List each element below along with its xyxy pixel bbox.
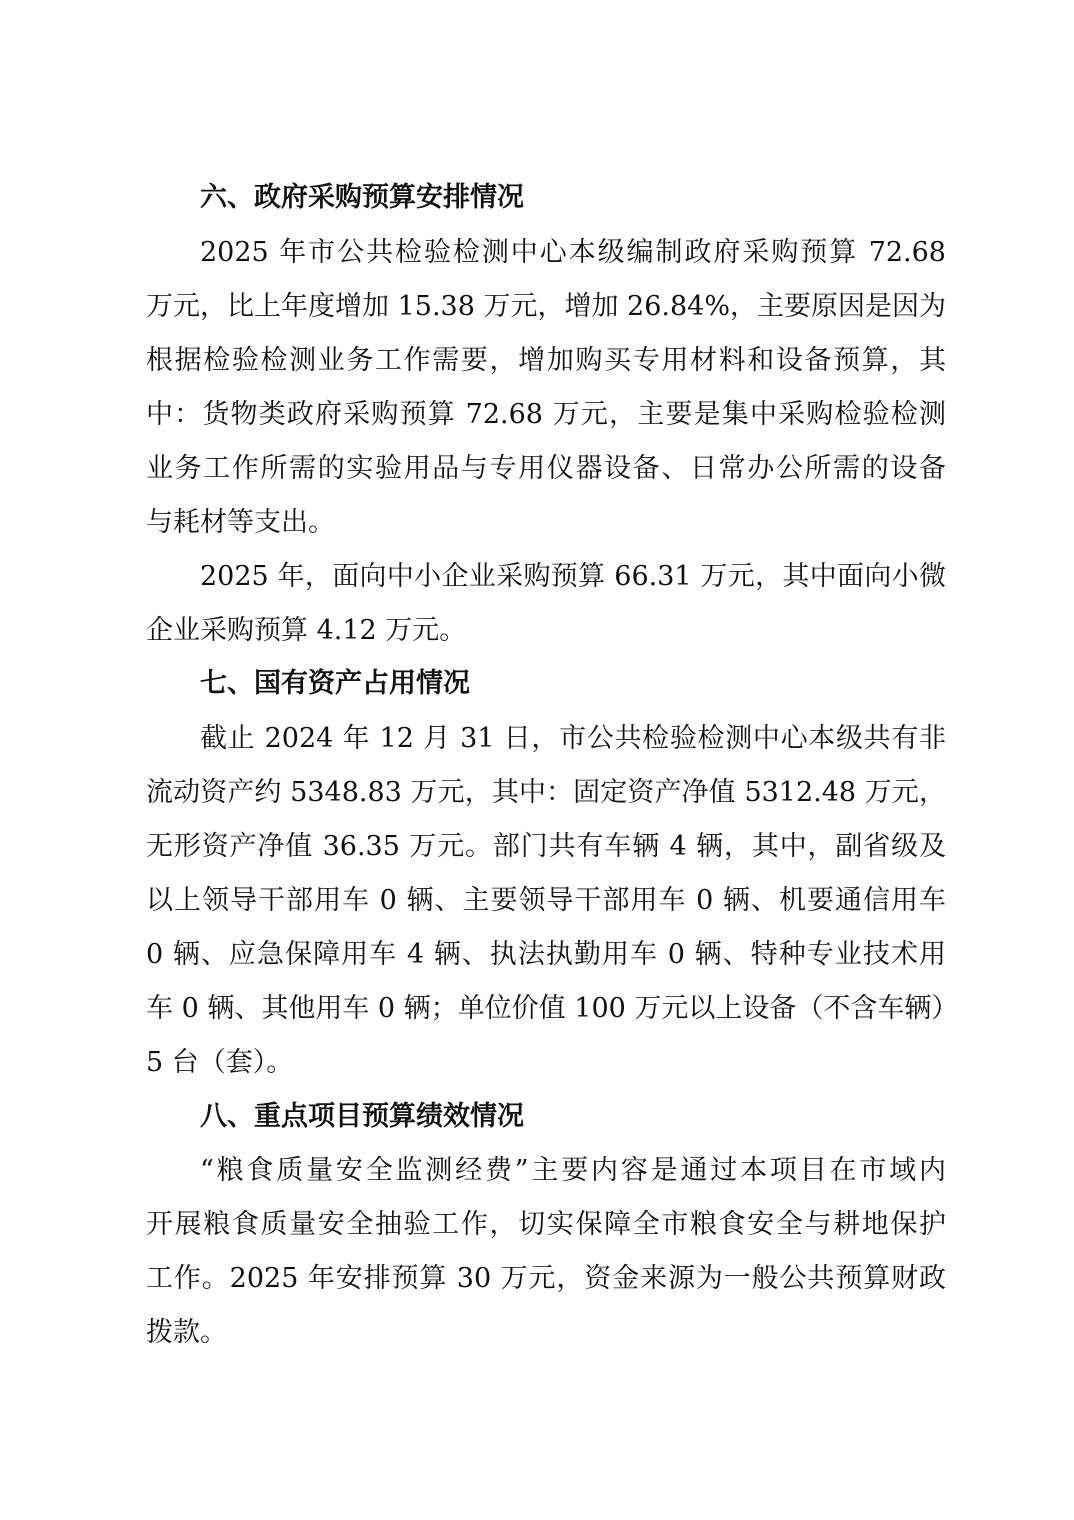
paragraph-line: 5 台（套）。 — [146, 1047, 294, 1078]
paragraph-line: 开展粮食质量安全抽验工作，切实保障全市粮食安全与耕地保护 — [146, 1209, 946, 1240]
paragraph-line: 无形资产净值 36.35 万元。部门共有车辆 4 辆，其中，副省级及 — [146, 831, 946, 862]
section-heading-key-project: 八、重点项目预算绩效情况 — [200, 1101, 524, 1132]
paragraph-line: 截止 2024 年 12 月 31 日，市公共检验检测中心本级共有非 — [200, 723, 946, 754]
paragraph-line: 工作。2025 年安排预算 30 万元，资金来源为一般公共预算财政 — [146, 1263, 946, 1294]
paragraph-line: 与耗材等支出。 — [146, 507, 335, 538]
paragraph-line: 以上领导干部用车 0 辆、主要领导干部用车 0 辆、机要通信用车 — [146, 885, 946, 916]
paragraph-line: 拨款。 — [146, 1317, 227, 1348]
paragraph-line: 根据检验检测业务工作需要，增加购买专用材料和设备预算，其 — [146, 345, 946, 376]
paragraph-line: 万元，比上年度增加 15.38 万元，增加 26.84%，主要原因是因为 — [146, 291, 946, 322]
section-heading-state-assets: 七、国有资产占用情况 — [200, 668, 470, 699]
paragraph-line: 0 辆、应急保障用车 4 辆、执法执勤用车 0 辆、特种专业技术用 — [146, 939, 946, 970]
paragraph-line: “粮食质量安全监测经费”主要内容是通过本项目在市域内 — [200, 1155, 946, 1186]
paragraph-line: 业务工作所需的实验用品与专用仪器设备、日常办公所需的设备 — [146, 453, 946, 484]
paragraph-line: 2025 年市公共检验检测中心本级编制政府采购预算 72.68 — [200, 237, 946, 268]
paragraph-line: 中：货物类政府采购预算 72.68 万元，主要是集中采购检验检测 — [146, 399, 946, 430]
paragraph-line: 企业采购预算 4.12 万元。 — [146, 615, 467, 646]
section-heading-procurement: 六、政府采购预算安排情况 — [200, 182, 524, 213]
paragraph-line: 2025 年，面向中小企业采购预算 66.31 万元，其中面向小微 — [200, 561, 946, 592]
paragraph-line: 车 0 辆、其他用车 0 辆；单位价值 100 万元以上设备（不含车辆） — [146, 993, 959, 1024]
paragraph-line: 流动资产约 5348.83 万元，其中：固定资产净值 5312.48 万元， — [146, 777, 946, 808]
